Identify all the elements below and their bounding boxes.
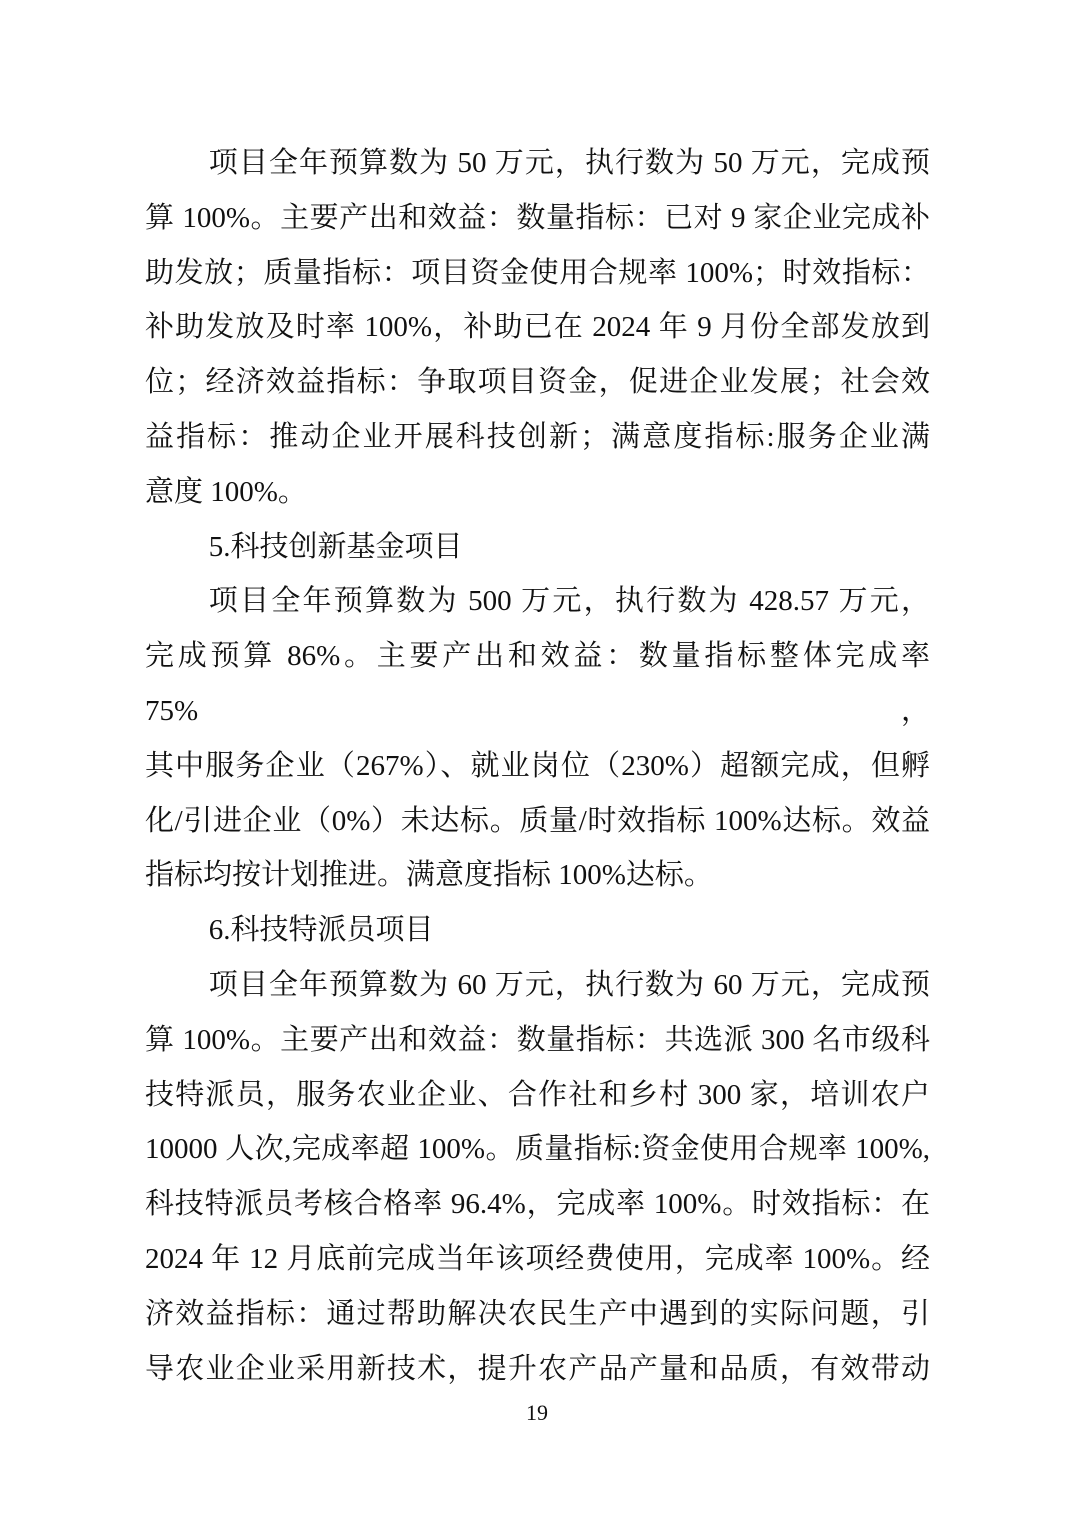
text-line: 算 100%。主要产出和效益：数量指标：共选派 300 名市级科 (145, 1023, 930, 1056)
text-line: 项目全年预算数为 60 万元，执行数为 60 万元，完成预 (208, 968, 930, 1001)
text-line: 指标均按计划推进。满意度指标 100%达标。 (145, 859, 713, 892)
text-line: 科技特派员考核合格率 96.4%，完成率 100%。时效指标：在 (145, 1188, 930, 1221)
page-footer (0, 1398, 1074, 1428)
section-heading: 5.科技创新基金项目 (208, 530, 463, 563)
text-line: 项目全年预算数为 500 万元，执行数为 428.57 万元， (208, 585, 930, 618)
text-line: 其中服务企业（267%）、就业岗位（230%）超额完成，但孵 (145, 749, 930, 782)
section-heading: 6.科技特派员项目 (208, 914, 434, 947)
text-line: 济效益指标：通过帮助解决农民生产中遇到的实际问题，引 (145, 1297, 930, 1330)
text-line: 10000 人次,完成率超 100%。质量指标:资金使用合规率 100%, (145, 1133, 930, 1166)
text-line: 项目全年预算数为 50 万元，执行数为 50 万元，完成预 (208, 147, 930, 179)
text-line: 完成预算 86%。主要产出和效益：数量指标整体完成率 75%， (145, 640, 930, 727)
text-line: 意度 100%。 (145, 475, 307, 508)
text-line: 2024 年 12 月底前完成当年该项经费使用，完成率 100%。经 (145, 1242, 930, 1275)
text-line: 补助发放及时率 100%，补助已在 2024 年 9 月份全部发放到 (145, 311, 930, 344)
text-line: 导农业企业采用新技术，提升农产品产量和品质，有效带动 (145, 1352, 930, 1385)
text-line: 助发放；质量指标：项目资金使用合规率 100%；时效指标： (145, 256, 930, 289)
document-body (145, 136, 930, 1396)
text-line: 益指标：推动企业开展科技创新；满意度指标:服务企业满 (145, 420, 930, 453)
text-line: 算 100%。主要产出和效益：数量指标：已对 9 家企业完成补 (145, 201, 930, 234)
text-line: 位；经济效益指标：争取项目资金，促进企业发展；社会效 (145, 366, 930, 399)
text-line: 技特派员，服务农业企业、合作社和乡村 300 家，培训农户 (145, 1078, 930, 1111)
text-line: 化/引进企业（0%）未达标。质量/时效指标 100%达标。效益 (145, 804, 930, 837)
page-number: 19 (526, 1400, 548, 1425)
